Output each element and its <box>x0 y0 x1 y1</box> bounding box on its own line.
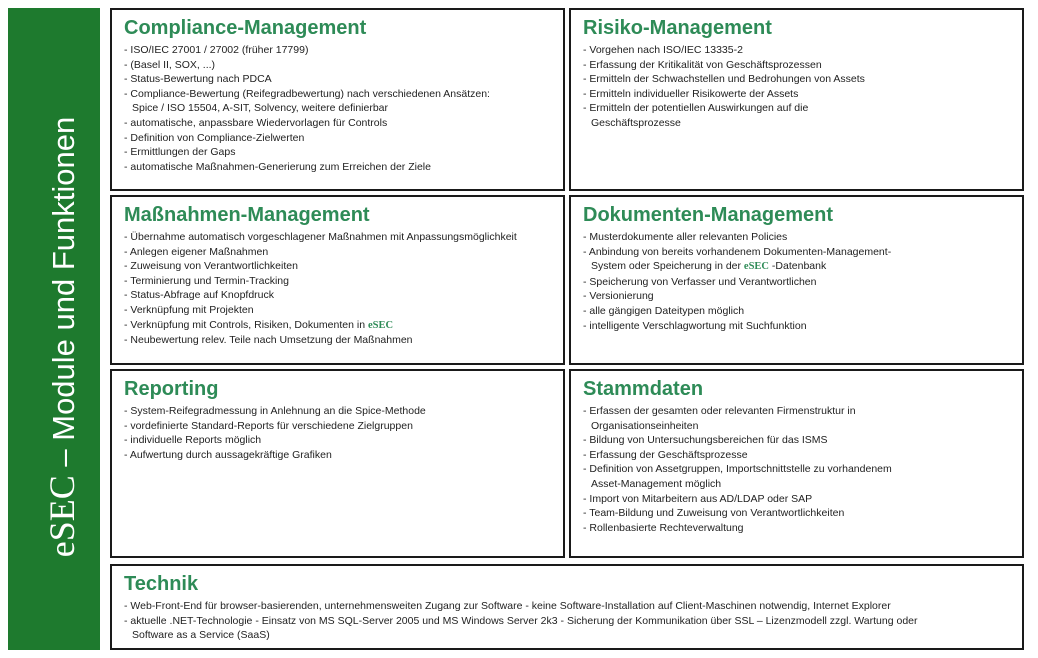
list-item-suffix: -Datenbank <box>769 260 827 273</box>
list-item: - Team-Bildung und Zuweisung von Verantwortlichkeiten <box>583 507 845 520</box>
reporting-heading: Reporting <box>124 378 219 400</box>
dokumenten-management-box <box>569 195 1024 365</box>
list-item: - alle gängigen Dateitypen möglich <box>583 304 745 317</box>
list-item: - System-Reifegradmessung in Anlehnung an die Spice-Methode <box>124 405 426 417</box>
dokumente-list <box>583 230 1010 333</box>
stammdaten-list <box>583 404 1010 535</box>
list-item: - Status-Abfrage auf Knopfdruck <box>124 289 274 302</box>
list-item-text: System oder Speicherung in der <box>591 260 741 273</box>
stammdaten-box <box>569 369 1024 558</box>
list-item <box>583 116 1010 131</box>
sidebar-title-text: – Module und Funktionen <box>46 116 81 476</box>
list-item <box>583 477 1010 492</box>
list-item: - Speicherung von Verfasser und Verantwortlichen <box>583 275 817 288</box>
risiko-heading: Risiko-Management <box>583 17 772 39</box>
list-item: - automatische, anpassbare Wiedervorlagen für Controls <box>124 116 388 129</box>
list-item: - automatische Maßnahmen-Generierung zum Erreichen der Ziele <box>124 160 431 173</box>
list-item: - Neubewertung relev. Teile nach Umsetzung der Maßnahmen <box>124 334 413 347</box>
list-item: - Erfassen der gesamten oder relevanten Firmenstruktur in <box>583 405 856 417</box>
compliance-list <box>124 43 551 174</box>
list-item: - Ermitteln der Schwachstellen und Bedrohungen von Assets <box>583 73 865 86</box>
list-item <box>124 318 551 334</box>
list-item <box>583 419 1010 434</box>
compliance-management-box <box>110 8 565 191</box>
list-item: - Versionierung <box>583 290 654 303</box>
dokumente-heading: Dokumenten-Management <box>583 204 834 226</box>
list-item: - Ermittlungen der Gaps <box>124 146 236 159</box>
massnahmen-list <box>124 230 551 348</box>
list-item: - Vorgehen nach ISO/IEC 13335-2 <box>583 44 743 56</box>
list-item: - vordefinierte Standard-Reports für verschiedene Zielgruppen <box>124 419 413 432</box>
sidebar <box>8 8 100 650</box>
list-item: - Anlegen eigener Maßnahmen <box>124 245 269 258</box>
list-item: - ISO/IEC 27001 / 27002 (früher 17799) <box>124 44 309 56</box>
list-item-continuation: Organisationseinheiten <box>591 419 699 432</box>
sidebar-brand: eSEC <box>42 475 82 558</box>
list-item: - intelligente Verschlagwortung mit Suchfunktion <box>583 319 807 332</box>
list-item <box>583 259 1010 275</box>
list-item: - Ermitteln individueller Risikowerte der Assets <box>583 87 799 100</box>
list-item: - Zuweisung von Verantwortlichkeiten <box>124 260 298 273</box>
list-item-continuation: Asset-Management möglich <box>591 477 722 490</box>
list-item: - Verknüpfung mit Projekten <box>124 303 254 316</box>
list-item: - Definition von Compliance-Zielwerten <box>124 131 305 144</box>
risiko-management-box <box>569 8 1024 191</box>
list-item: - individuelle Reports möglich <box>124 434 262 447</box>
list-item: - (Basel II, SOX, ...) <box>124 58 216 71</box>
compliance-heading: Compliance-Management <box>124 17 367 39</box>
stammdaten-heading: Stammdaten <box>583 378 704 400</box>
list-item-continuation: Software as a Service (SaaS) <box>132 629 270 642</box>
list-item: - Ermitteln der potentiellen Auswirkungen auf die <box>583 102 809 115</box>
list-item <box>124 101 551 116</box>
sidebar-title <box>41 117 83 557</box>
reporting-box <box>110 369 565 558</box>
list-item: - Compliance-Bewertung (Reifegradbewertung) nach verschiedenen Ansätzen: <box>124 87 490 100</box>
technik-heading: Technik <box>124 573 199 595</box>
list-item: - Terminierung und Termin-Tracking <box>124 274 289 287</box>
list-item: - Erfassung der Kritikalität von Geschäftsprozessen <box>583 58 822 71</box>
esec-brand-inline: eSEC <box>743 261 770 273</box>
list-item: - Status-Bewertung nach PDCA <box>124 73 272 86</box>
list-item-continuation: Spice / ISO 15504, A-SIT, Solvency, weitere definierbar <box>132 102 389 115</box>
list-item: - Übernahme automatisch vorgeschlagener Maßnahmen mit Anpassungsmöglichkeit <box>124 231 517 243</box>
esec-brand-inline: eSEC <box>367 319 394 331</box>
list-item: - Erfassung der Geschäftsprozesse <box>583 448 748 461</box>
technik-list <box>124 599 1010 643</box>
list-item-continuation: Geschäftsprozesse <box>591 116 681 129</box>
list-item: - Import von Mitarbeitern aus AD/LDAP oder SAP <box>583 492 813 505</box>
massnahmen-heading: Maßnahmen-Management <box>124 204 370 226</box>
list-item <box>124 628 1010 643</box>
list-item-continuation <box>583 259 826 275</box>
list-item: - Definition von Assetgruppen, Importschnittstelle zu vorhandenem <box>583 463 892 476</box>
list-item: - Bildung von Untersuchungsbereichen für das ISMS <box>583 434 828 447</box>
list-item: - aktuelle .NET-Technologie - Einsatz von MS SQL-Server 2005 und MS Windows Server 2k3 - Sicherung der Kommunikation über SSL – Lizenzmodell zzgl. Wartung oder <box>124 614 918 627</box>
list-item-text: - Verknüpfung mit Controls, Risiken, Dokumenten in <box>124 318 366 331</box>
massnahmen-management-box <box>110 195 565 365</box>
list-item: - Web-Front-End für browser-basierenden, unternehmensweiten Zugang zur Software - keine Software-Installation auf Client-Maschinen notwendig, Internet Explorer <box>124 600 891 612</box>
list-item: - Rollenbasierte Rechteverwaltung <box>583 521 744 534</box>
list-item: - Anbindung von bereits vorhandenem Dokumenten-Management- <box>583 245 892 258</box>
technik-box <box>110 564 1024 650</box>
list-item: - Musterdokumente aller relevanten Policies <box>583 231 788 243</box>
list-item: - Aufwertung durch aussagekräftige Grafiken <box>124 448 332 461</box>
reporting-list <box>124 404 551 462</box>
risiko-list <box>583 43 1010 131</box>
